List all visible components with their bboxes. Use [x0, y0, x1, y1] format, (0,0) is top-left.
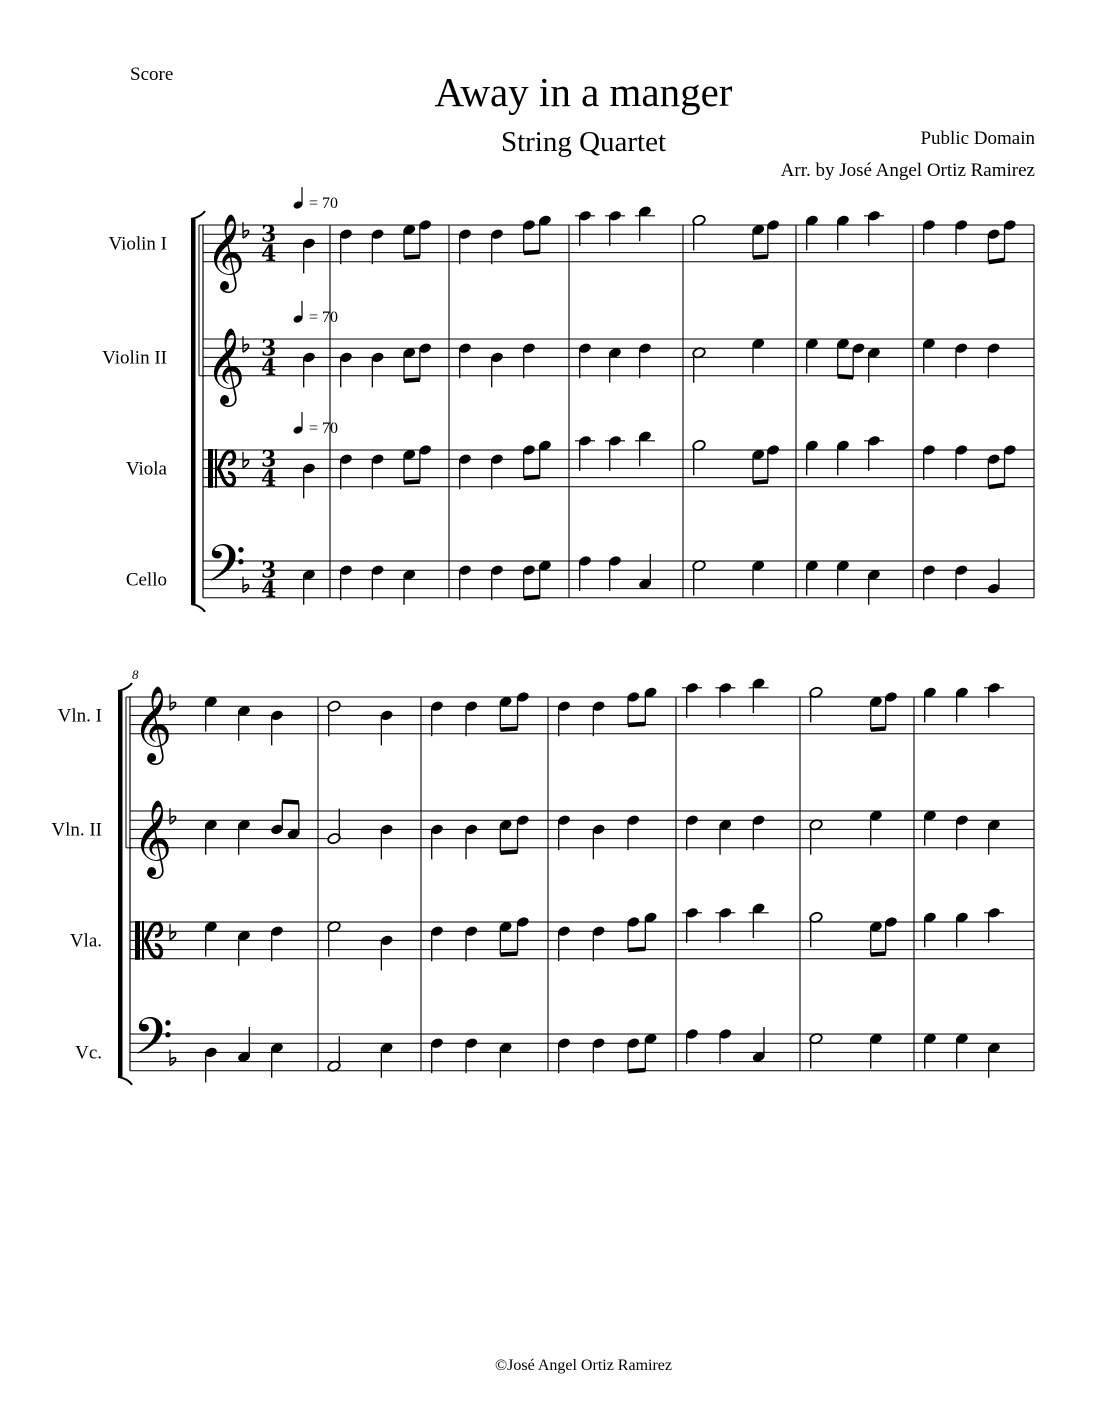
measure: [809, 686, 898, 729]
tempo-marking: = 70: [309, 195, 339, 212]
note-beam: [524, 252, 540, 253]
system-bracket: [191, 219, 196, 604]
measure: [685, 1027, 766, 1064]
time-sig-denominator: 4: [261, 354, 277, 381]
measure-number: 8: [132, 667, 139, 682]
bracket-hook: [191, 211, 205, 219]
instrument-label: Violin II: [102, 347, 167, 369]
bracket-hook: [191, 604, 205, 612]
measure: [204, 1027, 284, 1082]
note-beam: [871, 953, 886, 954]
note-beam: [628, 724, 645, 725]
bass-clef-icon: 𝄢: [206, 533, 246, 606]
note: [864, 435, 884, 447]
system-bracket: [118, 691, 123, 1077]
measure: [302, 351, 316, 387]
staff-vln1: [109, 187, 1035, 293]
measure: [430, 691, 530, 736]
note: [715, 907, 735, 919]
score-label: Score: [130, 64, 174, 85]
staff-vln1: [58, 677, 1034, 765]
measure: [692, 214, 781, 257]
time-sig-denominator: 4: [261, 465, 277, 492]
note: [984, 907, 1004, 919]
measure: [809, 911, 898, 954]
instrument-label: Vln. II: [51, 819, 102, 841]
note: [605, 435, 625, 447]
note-beam: [628, 1070, 645, 1071]
flat-icon: [170, 924, 176, 940]
measure: [809, 1032, 883, 1068]
measure: [692, 439, 781, 482]
note: [682, 907, 702, 919]
measure: [557, 911, 658, 961]
time-sig-numerator: 3: [261, 446, 277, 473]
piece-title: Away in a manger: [434, 69, 733, 115]
bracket-hook: [118, 1077, 132, 1085]
measure: [204, 695, 284, 745]
measure: [557, 814, 641, 859]
time-sig-denominator: 4: [261, 576, 277, 603]
treble-clef-icon: 𝄞: [133, 798, 173, 876]
tempo-marking: = 70: [309, 420, 339, 437]
treble-clef-icon: 𝄞: [206, 326, 246, 404]
note-beam: [500, 953, 517, 954]
measure: [302, 237, 316, 273]
measure: [430, 916, 530, 961]
note: [749, 902, 769, 914]
instrument-label: Viola: [125, 458, 167, 480]
note-beam: [404, 481, 420, 482]
measure: [805, 210, 884, 251]
time-sig-numerator: 3: [261, 557, 277, 584]
measure: [923, 907, 1004, 948]
time-sig-numerator: 3: [261, 221, 277, 248]
note-beam: [753, 256, 768, 257]
note-beam: [988, 260, 1004, 262]
note-beam: [838, 376, 854, 377]
instrument-label: Violin I: [108, 233, 167, 255]
measure: [327, 920, 394, 970]
measure: [204, 801, 301, 854]
treble-clef-icon: 𝄞: [206, 212, 246, 290]
measure: [578, 554, 652, 591]
measure: [302, 569, 316, 605]
note-beam: [282, 801, 299, 802]
measure: [458, 439, 552, 489]
staff-vla: [126, 412, 1034, 498]
measure: [805, 435, 884, 476]
measure: [327, 700, 394, 745]
measure: [339, 219, 433, 264]
rights-notice: Public Domain: [920, 128, 1035, 149]
measure: [458, 214, 552, 264]
flat-icon: [243, 452, 249, 468]
note: [575, 435, 595, 447]
bracket-hook: [118, 683, 132, 691]
note-beam: [500, 728, 517, 729]
instrument-label: Vc.: [75, 1042, 102, 1064]
note-beam: [753, 481, 768, 482]
measure: [339, 444, 433, 489]
staff-vc: [126, 533, 1034, 606]
piece-subtitle: String Quartet: [500, 126, 667, 158]
measure: [557, 686, 658, 736]
system-1: [102, 187, 1034, 612]
arranger-credit: Arr. by José Angel Ortiz Ramirez: [780, 160, 1035, 181]
time-sig-numerator: 3: [261, 335, 277, 362]
measure: [923, 682, 1004, 723]
treble-clef-icon: 𝄞: [133, 684, 173, 762]
note: [749, 677, 769, 689]
instrument-label: Vln. I: [57, 705, 102, 727]
tempo-marking: = 70: [309, 309, 339, 326]
note: [682, 682, 702, 694]
note-beam: [628, 949, 645, 950]
measure: [327, 1036, 394, 1078]
note-beam: [524, 597, 540, 598]
system-2: [51, 667, 1034, 1085]
copyright-notice: ©José Angel Ortiz Ramirez: [495, 1357, 672, 1374]
staff-vln2: [51, 799, 1034, 879]
note: [715, 682, 735, 694]
measure: [458, 342, 536, 387]
measure: [430, 814, 530, 859]
note: [635, 205, 655, 217]
note-beam: [988, 485, 1004, 487]
note: [605, 210, 625, 222]
note-beam: [404, 256, 420, 257]
staff-vla: [70, 902, 1034, 970]
note-beam: [404, 380, 420, 381]
note: [864, 210, 884, 222]
note-beam: [524, 477, 540, 478]
staff-vc: [75, 1006, 1034, 1082]
note: [575, 210, 595, 222]
instrument-label: Cello: [125, 569, 167, 591]
note-beam: [500, 852, 517, 853]
note: [984, 682, 1004, 694]
instrument-label: Vla.: [69, 930, 102, 952]
measure: [339, 342, 433, 387]
note: [635, 430, 655, 442]
staff-vln2: [102, 301, 1034, 407]
measure: [302, 462, 316, 498]
time-sig-denominator: 4: [261, 240, 277, 267]
bass-clef-icon: 𝄢: [133, 1006, 173, 1079]
measure: [327, 809, 394, 860]
measure: [692, 559, 766, 595]
note-beam: [871, 728, 886, 729]
